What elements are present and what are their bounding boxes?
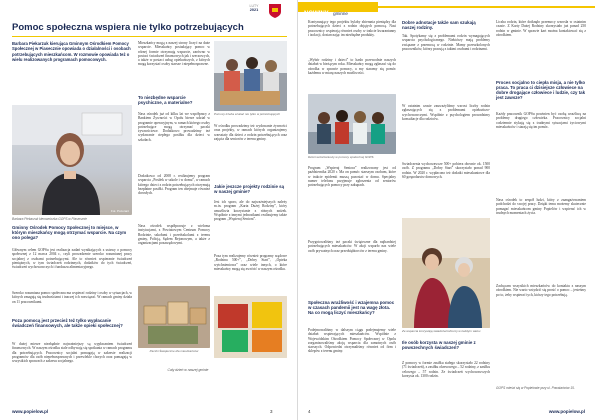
left-col2-intro: Mieszkańcy mogą z naszej strony liczyć na duże wsparcie. Mieszkańcy posiadający pomoc w różnej formie otrzymują wsparcie, zarówno w postaci świadczeń finansowych jak i rzeczowych, a także w postaci usług opiekuńczych, z których mogą korzystać osoby starsze i niepełnosprawne. <box>138 41 210 67</box>
photo-volunteers-caption: Pomocy trzeba szukać nie tylko w potrzebujących <box>214 112 281 116</box>
left-page <box>0 0 297 420</box>
issue-badge <box>244 4 264 18</box>
footer-url-right[interactable]: www.popielow.pl <box>548 409 585 414</box>
answer-3: Nasz ośrodek już od kilku lat we współpracy z Bankiem Żywności w Opolu bierze udział w programie operacyjnym, w ramach którego osoby potrzebujące mogą otrzymać paczki żywnościowe. Dodatkowo prowadzimy też wydawanie ciepłego posiłku dla dzieci w szkołach. <box>138 112 210 142</box>
left-col3-intro: W ośrodku prowadzimy też wydawanie żywności oraz projekty, w ramach których organizujemy warsztaty dla dzieci z rodzin potrzebujących oraz zajęcia dla seniorów z terenu gminy. <box>214 124 287 141</box>
answer-8b: Nasz ośrodek to zespół ludzi, który z zaangażowaniem podchodzi do swojej pracy. Dzięki temu możemy skutecznie pomagać mieszkańcom gminy Popielów i wspierać ich w trudnych momentach życia. <box>496 198 586 215</box>
answer-6b: W ostatnim czasie zauważyliśmy wzrost liczby rodzin zgłaszających się z problemami opiekuńczo-wychowawczymi. Wspólnie z psychologiem prowadzimy konsultacje dla rodziców. <box>402 104 490 121</box>
portrait-caption: Barbara Piekarzuk kierowniczka GOPS w Piasecznie <box>12 217 87 221</box>
answer-7b: Świadczenia wychowawcze 500+ pobiera obecnie ok. 1500 osób. Z programu „Dobry Start” skorzystało ponad 900 rodzin. W 2020 r. wypłacono też dodatki mieszkaniowe dla 60 gospodarstw domowych. <box>402 162 490 179</box>
article-title: Pomoc społeczna wspiera nie tylko potrzebujących <box>12 22 244 33</box>
photo-volunteers <box>214 41 287 111</box>
gops-address-note: GOPS mieści się w Popielowie przy ul. Powstańców 15. <box>496 386 575 390</box>
right-p2: „Wybór rodziny i dzieci” to hasło przewodnie naszych działań w bieżącym roku. Mieszkańcy mogą zgłaszać się do ośrodka w sprawie pomocy, a my staramy się pomóc każdemu w miarę naszych możliwości. <box>308 58 396 75</box>
answer-4b: Poza tym realizujemy również programy rządowe „Rodzina 500+”, „Dobry Start”, „Opieka wytchnieniowa” oraz wiele innych, o które mieszkańcy mogą się zwrócić w naszym ośrodku. <box>214 254 287 271</box>
title-underline <box>12 36 287 37</box>
portrait-photo <box>12 105 132 215</box>
question-7: Ile osób korzysta w naszej gminie z powszechnych świadczeń? <box>402 340 476 351</box>
answer-1: Głównym celem GOPSu jest realizacja zadań wynikających z ustawy o pomocy społecznej z 12 marca 2004 r., czyli prowadzenie szeroko rozumianej pracy socjalnej z osobami potrzebującymi. Ale to również wspieranie świadczeń pieniężnych, w tym świadczeń rodzinnych, dodatków do tych świadczeń, świadczeń wychowawczych i funduszu alimentacyjnego. <box>12 248 132 270</box>
photo-beneficiaries <box>402 218 490 328</box>
question-2: Poza pomocą jest przecież też tylko wypłacanie świadczeń finansowych, ale także opieki społecznej? <box>12 318 123 329</box>
question-3: To niezbędne wsparcie psychiczne, a materialne? <box>138 95 193 106</box>
photo-gops-team-caption: Dzień wolontariuszy w pomocy społecznej GOPS <box>308 155 374 159</box>
photo-packages-caption: Paczki Świąteczne dla mieszkańców <box>149 349 199 353</box>
page-number-left: 3 <box>270 409 273 414</box>
answer-6: Tak. Spotykamy się z problemami rodzin wymagających wsparcia psychologicznego. Niektórzy mają problemy związane z przemocą w rodzinie. Mamy przeszkolonych pracowników, którzy pracują z takimi osobami i rodzinami. <box>402 34 490 51</box>
photo-gops-team <box>308 94 396 154</box>
section-header <box>298 0 595 17</box>
issue-year: 2021 <box>249 8 259 12</box>
right-col3: Liczba rodzin, które dotknęło przemocy wzrosła w ostatnim czasie. Z Karty Dużej Rodziny skorzystało już ponad 250 rodzin w gminie. W sprawie kart można kontaktować się z ośrodkiem. <box>496 20 586 37</box>
photo-credit: Fot. Pozorant <box>110 209 129 213</box>
answer-2: W dużej mierze niezbędnie najważniejszy są wypłacaniem świadczeń finansowych. W naszym ośrodku stale odbywają się spotkania w ramach programu dla potrzebujących. Pracownicy socjalni pomagają w zakresie realizacji programów dla osób niepełnosprawnych i przewlekle chorych oraz pomagają w wszystkich sprawach z zakresu socjalnego. <box>12 342 132 364</box>
answer-3b: Dodatkowo od 2008 r. realizujemy program wsparcia „Posiłek w szkole i w domu”, w ramach którego dzieci z rodzin potrzebujących otrzymują bezpłatne posiłki. Program ten obejmuje również dorosłych. <box>138 174 210 196</box>
answer-5: Podejmowaliśmy w dalszym ciągu podejmujemy wiele działań wspierających mieszkańców. Wspólnie z Wojewódzkim Ośrodkiem Pomocy Społecznej w Opolu zorganizowaliśmy akcję wsparcia dla samotnych osób starszych. Odpowiedzi otrzymaliśmy również od firm i sklepów z terenu gminy. <box>308 328 396 354</box>
answer-8: Każdy pracownik GOPSu powinien być osobą wrażliwą na problemy drugiego człowieka. Pracownicy socjalni codziennie stykają się z trudnymi sytuacjami życiowymi mieszkańców i starają się im pomóc. <box>496 112 586 129</box>
answer-1b: Szeroko rozumiana pomoc społeczna ma wspierać rodziny i osoby w sytuacjach, w których zmagają się trudnościami i inaczej ich rozwiązać. W ramach gminy działa on 11 pracownikami. <box>12 291 132 304</box>
right-p3: Program „Wspieraj Seniora” realizowany jest od października 2020 r. Ma on pomóc starszym osobom, które w trakcie epidemii muszą pozostać w domu. Specjalny numer telefonu przyjmuje zgłoszenia od seniorów potrzebujących pomocy przy zakupach. <box>308 166 396 188</box>
section-tag <box>298 2 378 17</box>
page-number-right: 4 <box>308 409 311 414</box>
right-p1: Kontynuujący tego projektu bylaby zbierania pieniędzy dla potrzebujących dzieci z rodzin objętych pomocą. Nasi pracownicy wspierają również osoby w trakcie kwarantanny i izolacji, dostarczając im niezbędne produkty. <box>308 20 396 37</box>
article-lead: Barbara Piekarzuk kierująca Gminnym Ośrodkiem Pomocy Społecznej w Piasecznie opowiada o działalności i osobach potrzebujących mieszkańcom. W rozmowie opowiada też o wielu realizowanych programach pomocowych. <box>12 41 131 62</box>
section-tag-sub: gminne <box>333 11 348 16</box>
answer-3c: Nasz ośrodek współpracuje z wieloma instytucjami, z Powiatowym Centrum Pomocy Rodzinie, szkołami i przedszkolami z terenu gminy, Policją, Sądem Rejonowym, a także z organizacjami pozarządowymi. <box>138 224 210 246</box>
issue-month: LUTY <box>249 4 259 8</box>
answer-8c: Zachęcam wszystkich mieszkańców do kontaktu z naszym ośrodkiem. Nie warto wstydzić się prosić o pomoc – jesteśmy po to, żeby wspierać tych, którzy tego potrzebują. <box>496 284 586 297</box>
question-1: Gminny Ośrodek Pomocy Społecznej to miejsce, w którym mieszkańcy mogą otrzymać wsparcie. Na czym ono polega? <box>12 225 127 241</box>
right-page <box>298 0 595 420</box>
question-8: Proces socjalno to ciepła misja, a nie tylko praca. To praca ci dzisiejsze człowiece na dobre drogające człowiece i ludzie, czy tak jest zawsze? <box>496 80 586 101</box>
answer-4: Jest ich sporo, ale do najważniejszych należy m.in. program „Karta Dużej Rodziny”, który umożliwia korzystanie z różnych zniżek. Wspólnie z innymi jednostkami realizujemy także program „Wspieraj Seniora”. <box>214 200 287 222</box>
section-bar-line <box>378 6 595 8</box>
photo-food-caption: Cały dzień w naszej gminie <box>167 368 209 372</box>
answer-7: Z pomocy w formie zasiłku stałego skorzystało 22 rodziny (71 świadczeń), z zasiłku okresowego – 52 rodziny, z zasiłku celowego – 57 rodzin. Ze świadczeń wychowawczych korzysta ok. 1300 rodzin. <box>402 361 490 378</box>
question-6: Dobre adnotacje także sam szukają naszej rodziny. <box>402 20 476 31</box>
coat-of-arms-icon <box>268 3 282 19</box>
photo-beneficiaries-caption: Ze wsparcia korzystają świadczeniobiorcy w każdym wieku <box>402 329 481 333</box>
section-tag-label: NOWINY <box>304 11 329 17</box>
question-5: Społeczna wrażliwość i wzajemna pomoc w czasach pandemii jest na wagę złota. Na co mogą liczyć mieszkańcy? <box>308 300 395 316</box>
photo-packages <box>138 286 210 348</box>
footer-url-left[interactable]: www.popielow.pl <box>12 409 49 414</box>
question-4: Jakie jeszcze projekty rodzinie są w naszej gminie? <box>214 184 285 195</box>
answer-5b: Przygotowaliśmy też paczki świąteczne dla najbardziej potrzebujących mieszkańców. W akcji wsparło nas wiele osób prywatnych oraz przedsiębiorców z terenu gminy. <box>308 240 396 253</box>
photo-food <box>214 296 287 358</box>
